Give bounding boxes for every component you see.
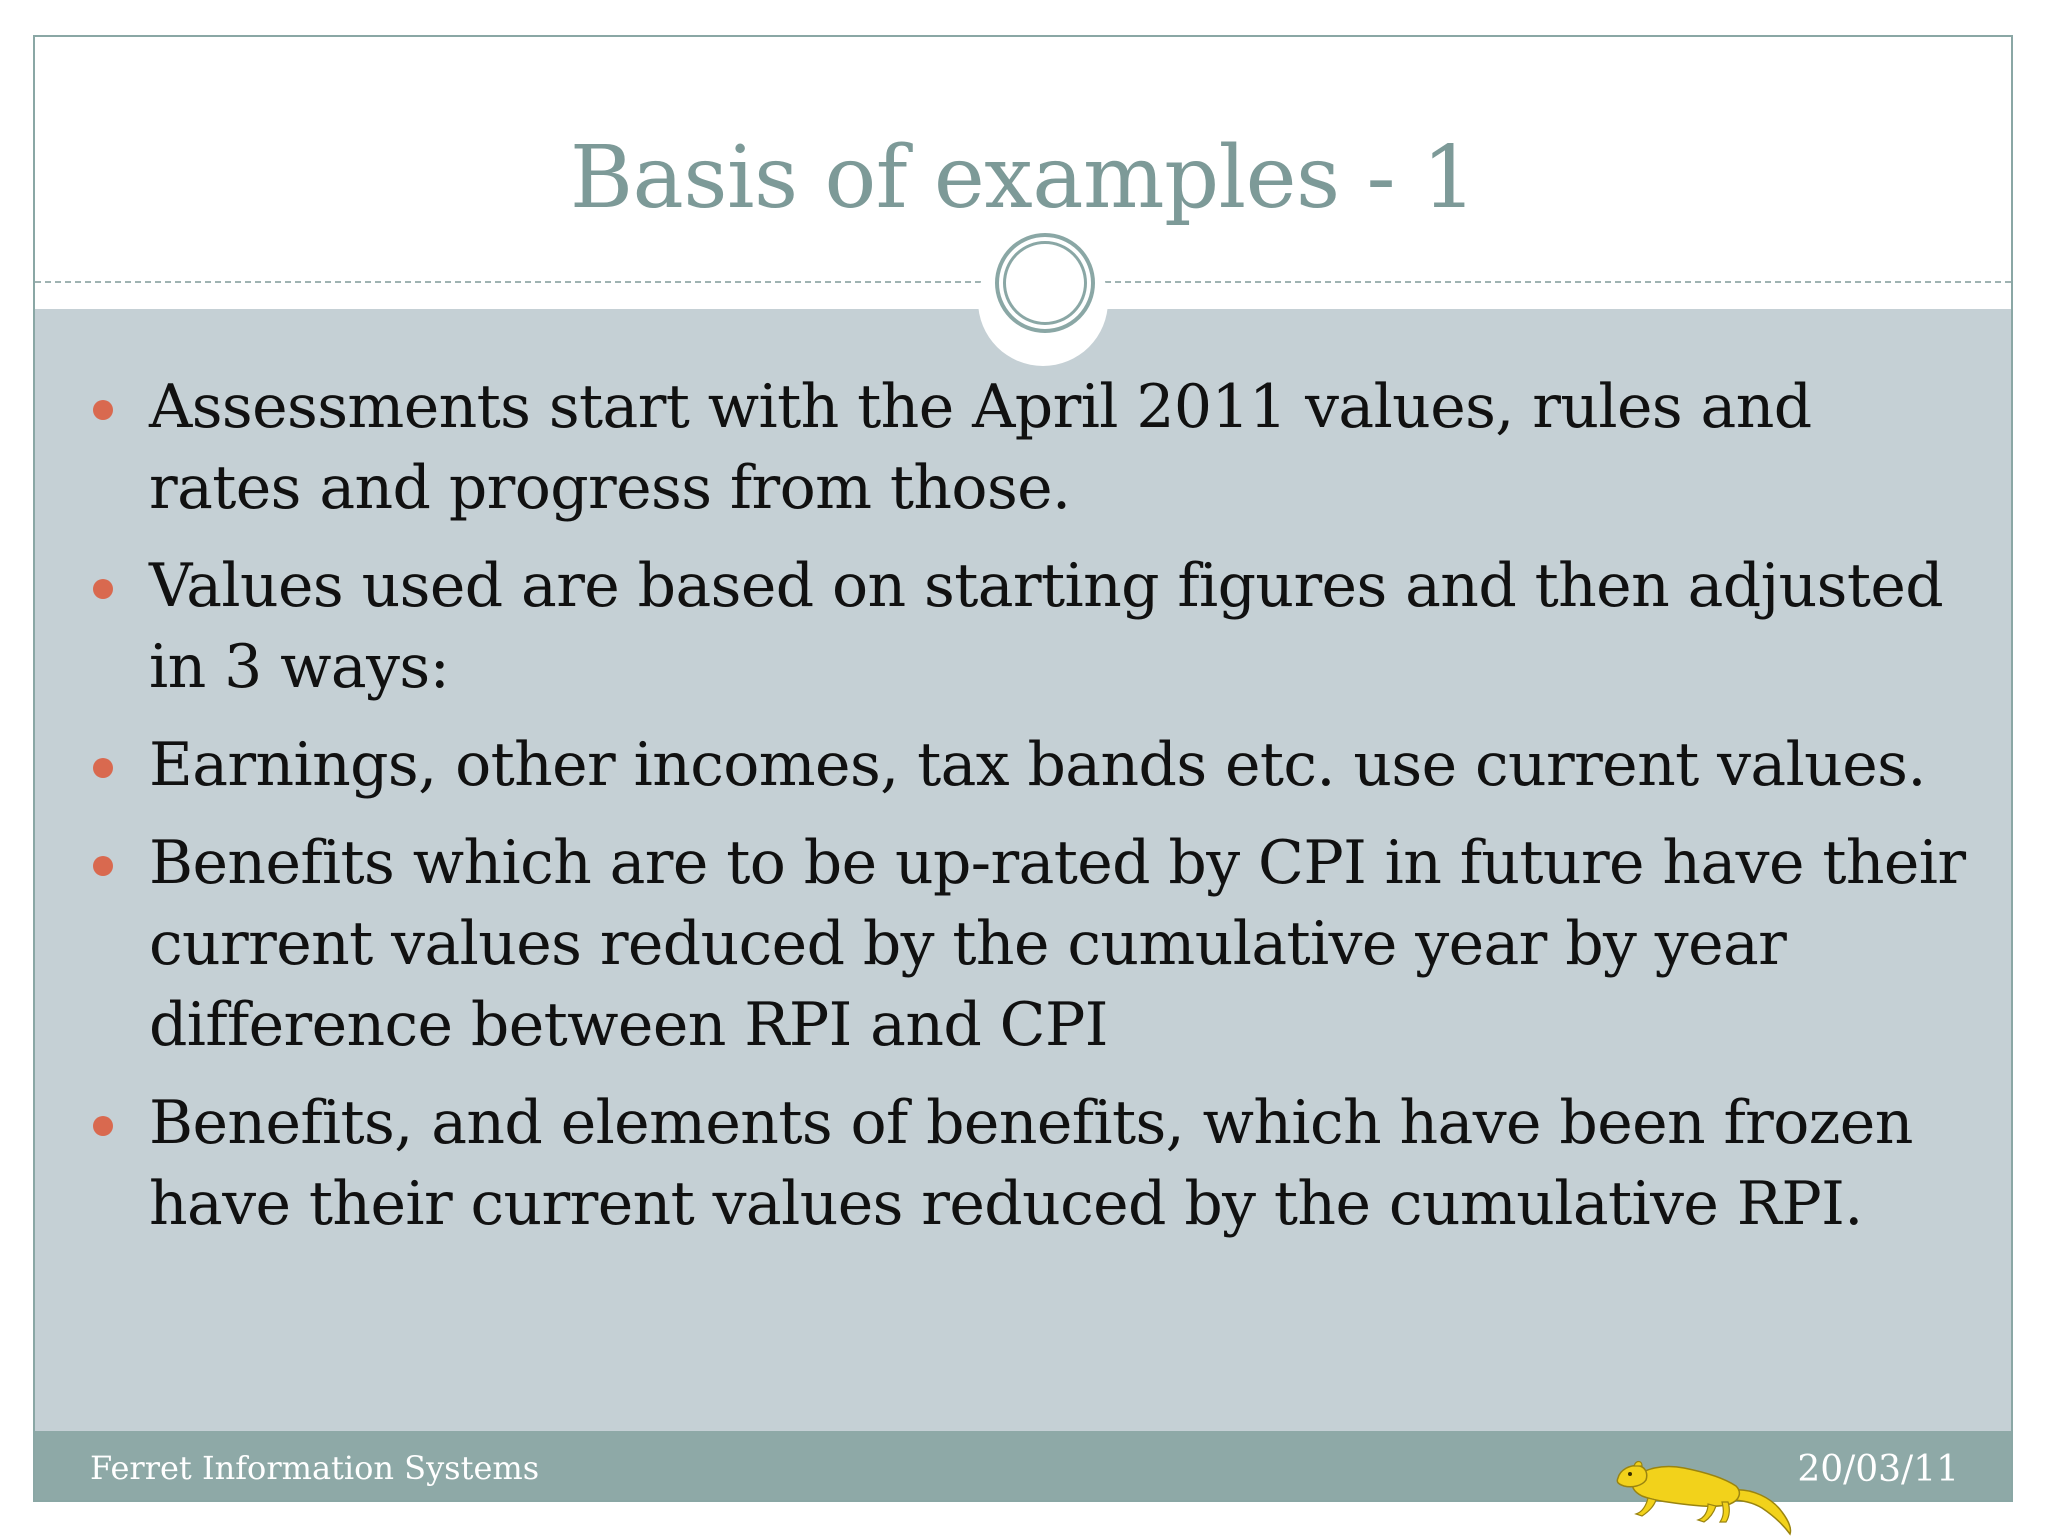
footer-date: 20/03/11 [1797,1449,1959,1490]
bullet-dot-icon [93,1116,113,1136]
ferret-logo-icon [1612,1450,1798,1536]
slide-title: Basis of examples - 1 [569,128,1477,228]
footer-company: Ferret Information Systems [90,1449,540,1487]
bullet-item [35,367,2011,529]
bullet-item [35,1083,2011,1245]
bullet-item [35,725,2011,806]
bullet-dot-icon [93,758,113,778]
bullet-dot-icon [93,400,113,420]
bullet-item [35,546,2011,708]
bullet-item [35,823,2011,1066]
bullet-text: Assessments start with the April 2011 values, rules and rates and progress from those. [149,372,1812,523]
bullet-text: Benefits, and elements of benefits, which have been frozen have their current values reduced by the cumulative RPI. [149,1088,1913,1239]
divider-inner-ring-icon [1003,241,1087,325]
bullet-text: Values used are based on starting figures and then adjusted in 3 ways: [149,551,1944,702]
bullet-text: Benefits which are to be up-rated by CPI in future have their current values reduced by the cumulative year by year difference between RPI and CPI [149,828,1966,1060]
bullet-dot-icon [93,579,113,599]
bullet-text: Earnings, other incomes, tax bands etc. use current values. [149,730,1926,800]
bullet-dot-icon [93,856,113,876]
bullet-list [35,367,2011,1262]
slide [33,35,2013,1502]
